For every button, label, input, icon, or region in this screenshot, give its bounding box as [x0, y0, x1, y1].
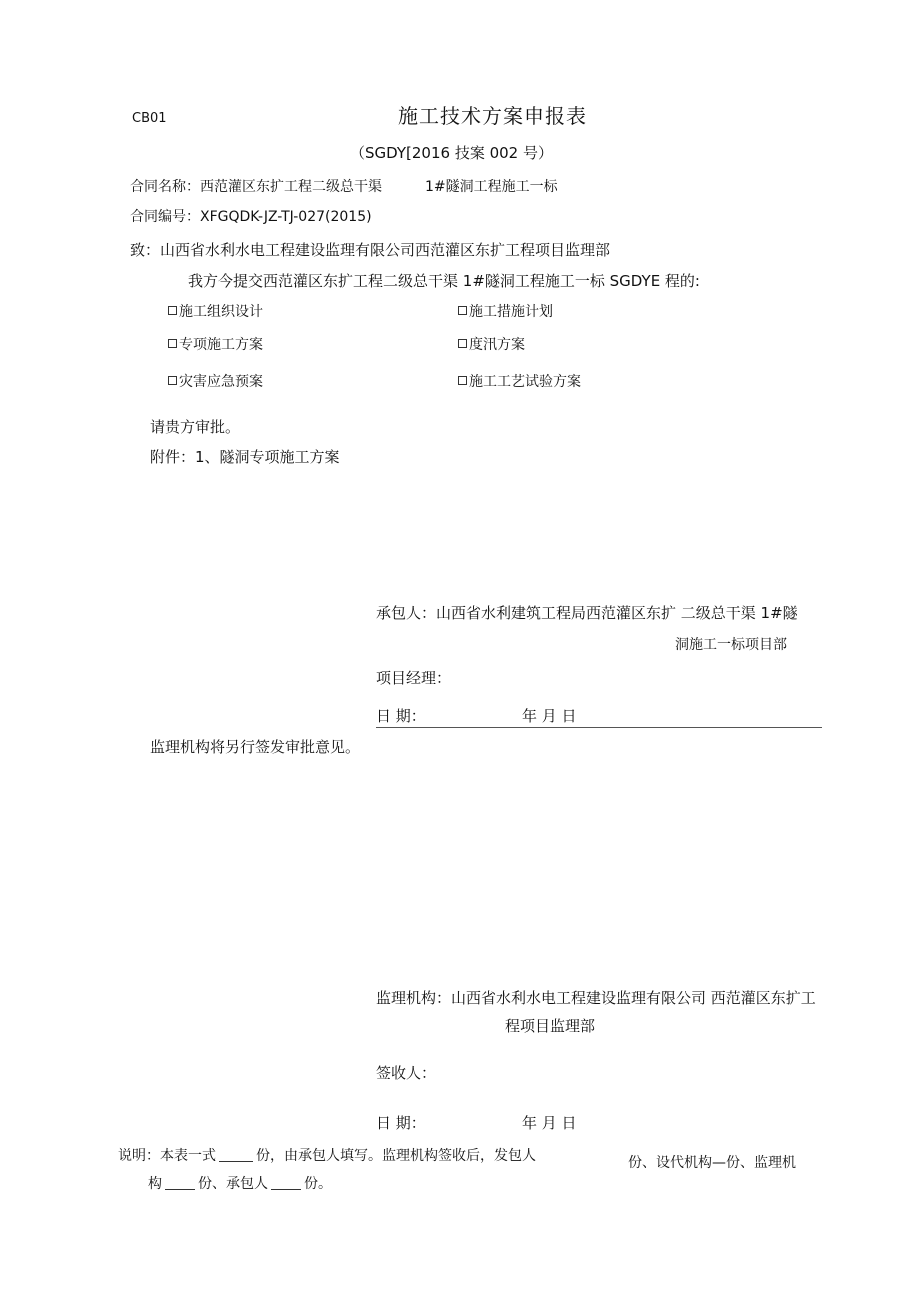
checkbox-icon [458, 376, 467, 385]
notes-text: 份、承包人 [198, 1176, 268, 1192]
option-emergency-plan[interactable] [168, 375, 263, 389]
option-label: 专项施工方案 [179, 337, 263, 353]
supervisor-date-value: 年 月 日 [522, 1114, 577, 1132]
receiver-label: 签收人： [376, 1064, 437, 1082]
option-flood-plan[interactable] [458, 338, 525, 352]
option-process-test-plan[interactable] [458, 375, 581, 389]
checkbox-icon [168, 306, 177, 315]
contract-name: 合同名称：西范灌区东扩工程二级总干渠 [130, 179, 382, 195]
notes-line2 [148, 1177, 332, 1191]
notes-text: 份。 [304, 1176, 332, 1192]
form-number: （SGDY[2016 技案 002 号） [350, 144, 553, 162]
supervisor-line1: 监理机构：山西省水利水电工程建设监理有限公司 西范灌区东扩工 [376, 989, 816, 1007]
notes-text: 说明：本表一式 [118, 1148, 216, 1164]
form-code: CB01 [132, 111, 167, 126]
notes-right: 份、设代机构—份、监理机 [628, 1155, 796, 1171]
attachment-text: 附件：1、隧洞专项施工方案 [150, 448, 340, 466]
intro-text: 我方今提交西范灌区东扩工程二级总干渠 1#隧洞工程施工一标 SGDYE 程的: [188, 272, 700, 290]
option-construction-design[interactable] [168, 305, 263, 319]
form-title: 施工技术方案申报表 [398, 104, 587, 128]
supervisor-copies-blank[interactable] [165, 1189, 195, 1190]
contract-name-cont: 1#隧洞工程施工一标 [425, 179, 558, 195]
contract-number: 合同编号：XFGQDK-JZ-TJ-027(2015) [130, 209, 372, 225]
supervisor-line2: 程项目监理部 [505, 1017, 596, 1035]
option-label: 施工组织设计 [179, 304, 263, 320]
option-special-plan[interactable] [168, 338, 263, 352]
option-label: 施工措施计划 [469, 304, 553, 320]
checkbox-icon [458, 339, 467, 348]
recipient: 致：山西省水利水电工程建设监理有限公司西范灌区东扩工程项目监理部 [130, 241, 611, 259]
contractor-line1: 承包人：山西省水利建筑工程局西范灌区东扩 二级总干渠 1#隧 [376, 604, 798, 622]
notes-text: 构 [148, 1176, 162, 1192]
contractor-date-value: 年 月 日 [522, 707, 577, 725]
option-label: 施工工艺试验方案 [469, 374, 581, 390]
contractor-copies-blank[interactable] [271, 1189, 301, 1190]
checkbox-icon [168, 339, 177, 348]
option-measure-plan[interactable] [458, 305, 553, 319]
divider-line [376, 727, 822, 728]
supervisor-date-label: 日 期： [376, 1114, 426, 1132]
request-text: 请贵方审批。 [150, 418, 241, 436]
supervision-note: 监理机构将另行签发审批意见。 [150, 738, 361, 756]
checkbox-icon [458, 306, 467, 315]
copies-blank[interactable] [219, 1161, 253, 1162]
option-label: 度汛方案 [469, 337, 525, 353]
contractor-line2: 洞施工一标项目部 [675, 637, 787, 653]
contractor-date-label: 日 期： [376, 707, 426, 725]
notes-text: 份，由承包人填写。监理机构签收后，发包人 [256, 1148, 536, 1164]
notes-line1 [118, 1149, 536, 1163]
checkbox-icon [168, 376, 177, 385]
project-manager-label: 项目经理： [376, 669, 452, 687]
option-label: 灾害应急预案 [179, 374, 263, 390]
